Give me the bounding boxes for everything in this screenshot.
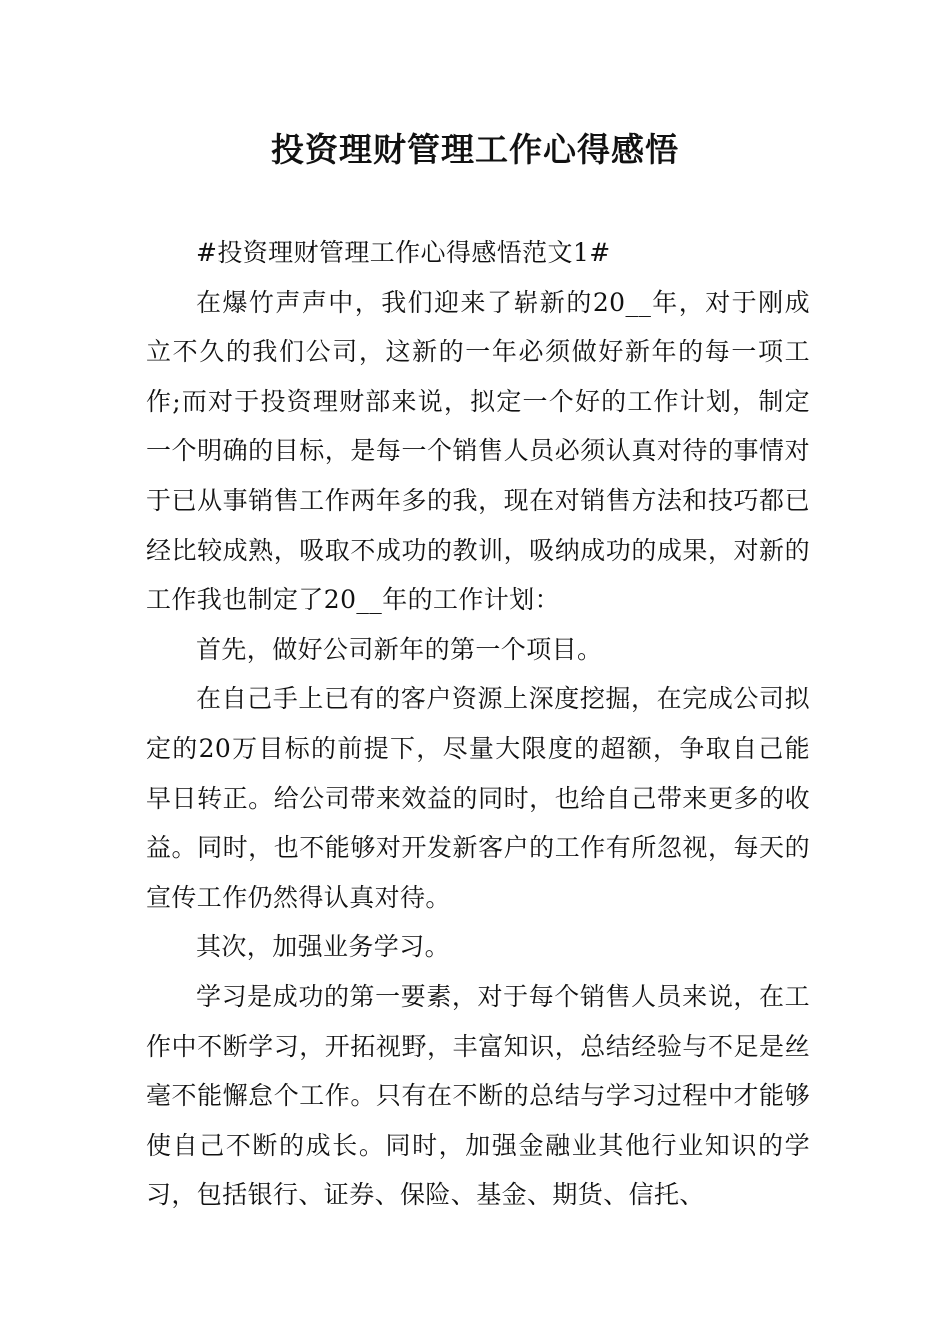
paragraph: 在爆竹声声中，我们迎来了崭新的20__年，对于刚成立不久的我们公司，这新的一年必须做好新年的每一项工作;而对于投资理财部来说，拟定一个好的工作计划，制定一个明确的目标，是每一个销售人员必须认真对待的事情对于已从事销售工作两年多的我，现在对销售方法和技巧都已经比较成熟，吸取不成功的教训，吸纳成功的成果，对新的工作我也制定了20__年的工作计划：	[146, 287, 810, 615]
paragraph: 在自己手上已有的客户资源上深度挖掘，在完成公司拟定的20万目标的前提下，尽量大限度的超额，争取自己能早日转正。给公司带来效益的同时，也给自己带来更多的收益。同时，也不能够对开发新客户的工作有所忽视，每天的宣传工作仍然得认真对待。	[146, 684, 810, 912]
paragraph: 首先，做好公司新年的第一个项目。	[196, 634, 603, 664]
paragraph: 学习是成功的第一要素，对于每个销售人员来说，在工作中不断学习，开拓视野，丰富知识，总结经验与不足是丝毫不能懈怠个工作。只有在不断的总结与学习过程中才能够使自己不断的成长。同时，加强金融业其他行业知识的学习，包括银行、证券、保险、基金、期货、信托、	[146, 981, 810, 1210]
section-heading: #投资理财管理工作心得感悟范文1#	[196, 238, 611, 267]
paragraph: 其次，加强业务学习。	[196, 932, 451, 962]
document-title: 投资理财管理工作心得感悟	[271, 130, 679, 169]
document-body	[146, 228, 810, 1220]
